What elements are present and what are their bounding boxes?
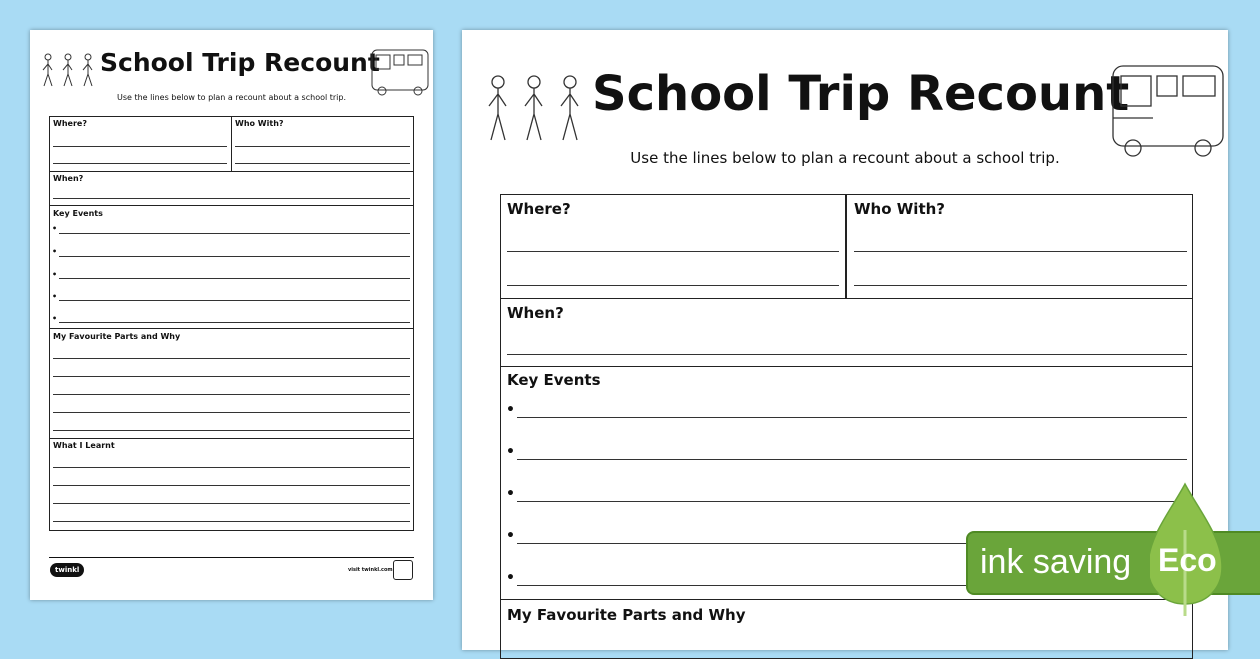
worksheet-preview-small: [30, 30, 433, 600]
bus-icon: [368, 46, 432, 98]
where-label: Where?: [53, 119, 87, 128]
bullet: •: [52, 270, 58, 279]
who-with-label: Who With?: [854, 200, 945, 218]
bullet: •: [52, 224, 58, 233]
worksheet-title: School Trip Recount: [100, 48, 380, 77]
when-box: [500, 298, 1193, 367]
bullet: •: [506, 486, 515, 502]
eco-text: Eco: [1158, 542, 1217, 578]
favourite-box: [49, 328, 414, 439]
worksheet-subtitle: Use the lines below to plan a recount about a school trip.: [630, 149, 1060, 167]
bus-icon: [1105, 58, 1227, 160]
learnt-label: What I Learnt: [53, 441, 115, 450]
bullet: •: [506, 528, 515, 544]
bullet: •: [506, 570, 515, 586]
children-walking-icon: [38, 52, 100, 90]
ink-saving-text: ink saving: [980, 543, 1132, 581]
when-label: When?: [53, 174, 84, 183]
footer-divider: [49, 557, 414, 558]
bullet: •: [52, 292, 58, 301]
quality-badge-icon: [393, 560, 413, 580]
worksheet-title: School Trip Recount: [592, 66, 1130, 122]
bullet: •: [52, 247, 58, 256]
bullet: •: [506, 444, 515, 460]
bullet: •: [506, 402, 515, 418]
where-label: Where?: [507, 200, 571, 218]
when-label: When?: [507, 304, 564, 322]
twinkl-logo: twinkl: [50, 563, 84, 577]
key-events-box: [49, 205, 414, 329]
when-box: [49, 171, 414, 206]
key-events-label: Key Events: [507, 371, 601, 389]
favourite-label: My Favourite Parts and Why: [507, 606, 746, 624]
worksheet-subtitle: Use the lines below to plan a recount about a school trip.: [116, 93, 347, 102]
who-with-label: Who With?: [235, 119, 284, 128]
favourite-label: My Favourite Parts and Why: [53, 332, 181, 341]
bullet: •: [52, 314, 58, 323]
key-events-label: Key Events: [53, 209, 103, 218]
children-walking-icon: [480, 74, 592, 146]
footer-visit: visit twinkl.com: [348, 567, 393, 573]
